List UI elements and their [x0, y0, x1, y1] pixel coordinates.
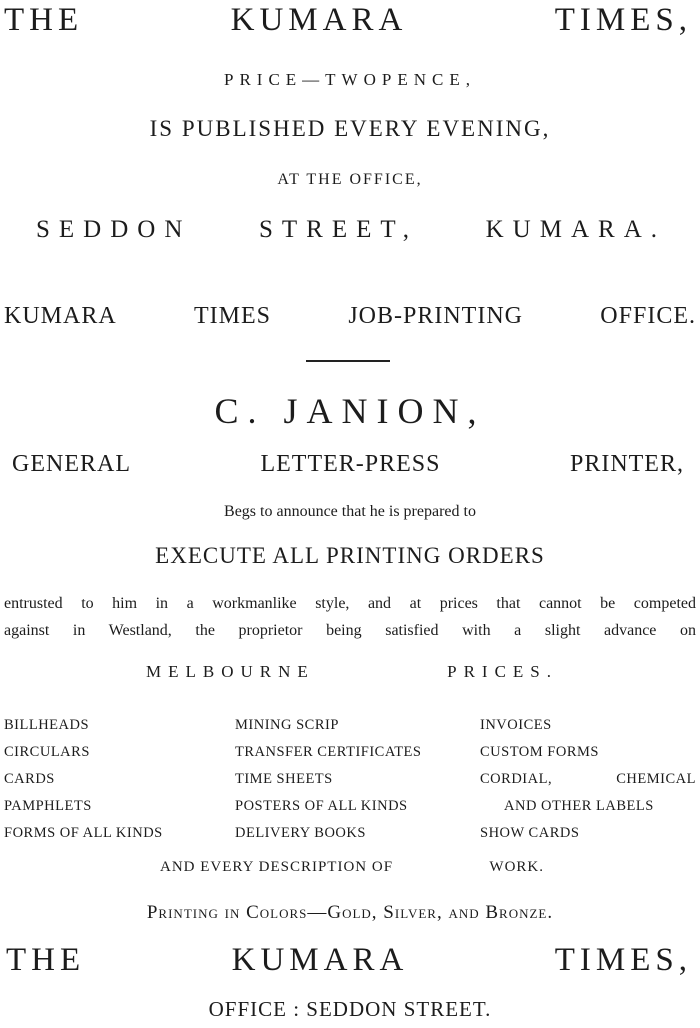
- masthead-word: THE: [6, 942, 86, 978]
- service-item: DELIVERY BOOKS: [235, 825, 366, 841]
- published-line: IS PUBLISHED EVERY EVENING,: [149, 116, 551, 141]
- masthead-word: KUMARA: [231, 942, 409, 978]
- trade-word: PRINTER,: [569, 451, 684, 477]
- job-word: OFFICE.: [600, 303, 696, 329]
- masthead-word: TIMES,: [554, 2, 692, 38]
- service-item: CORDIAL,: [480, 771, 553, 787]
- address-word: KUMARA.: [485, 216, 666, 243]
- paragraph-line: entrusted to him in a workmanlike style, and at prices that cannot be competed: [4, 595, 696, 612]
- address-line: [36, 216, 666, 244]
- terms-paragraph: [4, 590, 696, 644]
- service-item: PAMPHLETS: [4, 798, 92, 814]
- services-column-2: [235, 712, 421, 847]
- trade-heading: [12, 451, 684, 478]
- service-item: CARDS: [4, 771, 55, 787]
- services-column-1: [4, 712, 163, 847]
- service-item: CHEMICAL: [616, 771, 696, 787]
- trade-word: GENERAL: [12, 451, 131, 477]
- masthead-top: [4, 2, 692, 39]
- job-printing-heading: [4, 303, 696, 330]
- proprietor-name: C. JANION,: [214, 391, 486, 431]
- footer-office-address: OFFICE : SEDDON STREET.: [208, 997, 492, 1021]
- every-description-line: [160, 859, 544, 876]
- job-word: JOB-PRINTING: [348, 303, 523, 329]
- address-word: STREET,: [258, 216, 419, 243]
- announcement-text: Begs to announce that he is prepared to: [224, 503, 476, 520]
- colors-line: Printing in Colors—Gold, Silver, and Bronze.: [146, 902, 554, 923]
- prices-word: PRICES.: [447, 662, 558, 681]
- service-item: TIME SHEETS: [235, 771, 333, 787]
- office-line: AT THE OFFICE,: [277, 171, 423, 188]
- masthead-bottom: [6, 942, 692, 979]
- service-item: TRANSFER CERTIFICATES: [235, 744, 422, 760]
- masthead-word: THE: [4, 2, 84, 38]
- service-item: INVOICES: [480, 717, 552, 733]
- paragraph-line: against in Westland, the proprietor being satisfied with a slight advance on: [4, 622, 696, 639]
- address-word: SEDDON: [36, 216, 192, 243]
- trade-word: LETTER-PRESS: [260, 451, 441, 477]
- service-item: CUSTOM FORMS: [480, 744, 599, 760]
- prices-heading: [146, 662, 558, 682]
- prices-word: MELBOURNE: [146, 662, 315, 681]
- service-item: SHOW CARDS: [480, 825, 580, 841]
- masthead-word: KUMARA: [230, 2, 408, 38]
- service-item: POSTERS OF ALL KINDS: [235, 798, 408, 814]
- price-line: PRICE—TWOPENCE,: [224, 70, 476, 89]
- service-item: CIRCULARS: [4, 744, 90, 760]
- every-text: WORK.: [489, 859, 544, 875]
- service-item: AND OTHER LABELS: [504, 798, 654, 814]
- service-item: MINING SCRIP: [235, 717, 339, 733]
- divider-rule: [306, 360, 390, 362]
- service-item-pair: [480, 766, 696, 793]
- execute-heading: EXECUTE ALL PRINTING ORDERS: [155, 543, 545, 568]
- services-column-3: [480, 712, 696, 847]
- service-item: BILLHEADS: [4, 717, 90, 733]
- every-text: AND EVERY DESCRIPTION OF: [160, 859, 394, 875]
- service-item: FORMS OF ALL KINDS: [4, 825, 163, 841]
- masthead-word: TIMES,: [554, 942, 692, 978]
- job-word: KUMARA: [4, 303, 117, 329]
- job-word: TIMES: [194, 303, 271, 329]
